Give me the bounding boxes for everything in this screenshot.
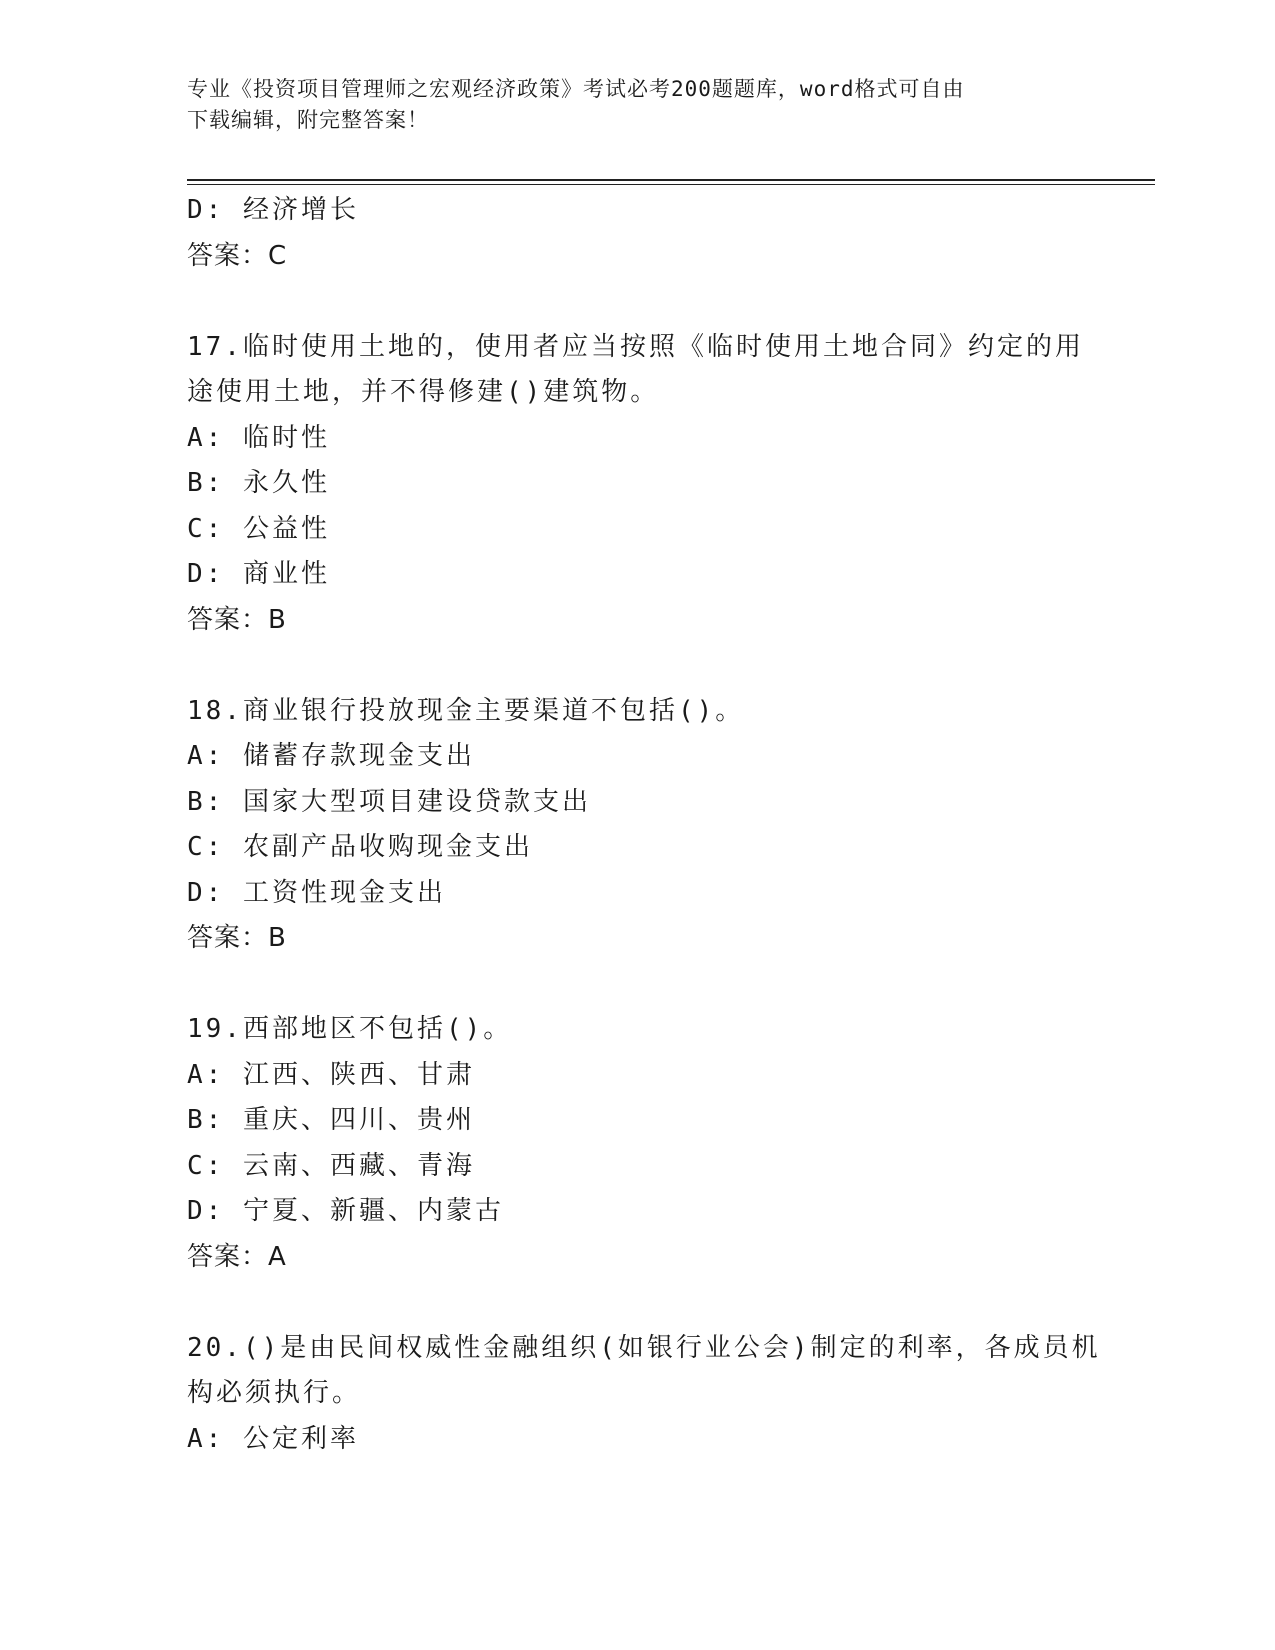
question-text-line: 20.()是由民间权威性金融组织(如银行业公会)制定的利率，各成员机 <box>187 1332 1101 1363</box>
spacer <box>187 962 1107 1008</box>
header-divider-thin <box>187 184 1155 185</box>
answer: 答案：B <box>187 604 287 635</box>
answer: 答案：A <box>187 1241 287 1272</box>
answer: 答案：C <box>187 240 288 271</box>
option-a: A: 储蓄存款现金支出 <box>187 741 475 771</box>
header-title-line-2: 下载编辑，附完整答案！ <box>187 108 429 132</box>
option-c: C: 云南、西藏、青海 <box>187 1150 475 1181</box>
spacer <box>187 279 1107 325</box>
question-19 <box>187 1007 1107 1280</box>
option-a: A: 公定利率 <box>187 1423 359 1454</box>
question-text-line: 途使用土地，并不得修建()建筑物。 <box>187 377 660 407</box>
question-18 <box>187 689 1107 962</box>
option-d: D: 经济增长 <box>187 195 359 225</box>
header-divider-thick <box>187 179 1155 181</box>
option-b: B: 重庆、四川、贵州 <box>187 1105 475 1135</box>
question-list <box>187 188 1107 1462</box>
option-a: A: 江西、陕西、甘肃 <box>187 1059 475 1090</box>
spacer <box>187 1280 1107 1326</box>
option-d: D: 商业性 <box>187 559 330 589</box>
question-text-line: 19.西部地区不包括()。 <box>187 1014 513 1044</box>
header-title-line-1: 专业《投资项目管理师之宏观经济政策》考试必考200题题库，word格式可自由 <box>187 77 965 101</box>
option-c: C: 公益性 <box>187 513 330 544</box>
option-d: D: 宁夏、新疆、内蒙古 <box>187 1196 504 1226</box>
question-text-line: 17.临时使用土地的，使用者应当按照《临时使用土地合同》约定的用 <box>187 331 1084 362</box>
option-a: A: 临时性 <box>187 422 330 453</box>
document-header <box>187 74 1087 136</box>
question-16-tail <box>187 188 1107 279</box>
option-b: B: 永久性 <box>187 468 330 498</box>
answer: 答案：B <box>187 923 287 953</box>
question-text-line: 构必须执行。 <box>187 1378 362 1408</box>
option-c: C: 农副产品收购现金支出 <box>187 832 533 862</box>
question-17 <box>187 325 1107 644</box>
question-20 <box>187 1326 1107 1463</box>
spacer <box>187 643 1107 689</box>
option-b: B: 国家大型项目建设贷款支出 <box>187 786 591 817</box>
question-text-line: 18.商业银行投放现金主要渠道不包括()。 <box>187 695 745 726</box>
option-d: D: 工资性现金支出 <box>187 877 446 908</box>
